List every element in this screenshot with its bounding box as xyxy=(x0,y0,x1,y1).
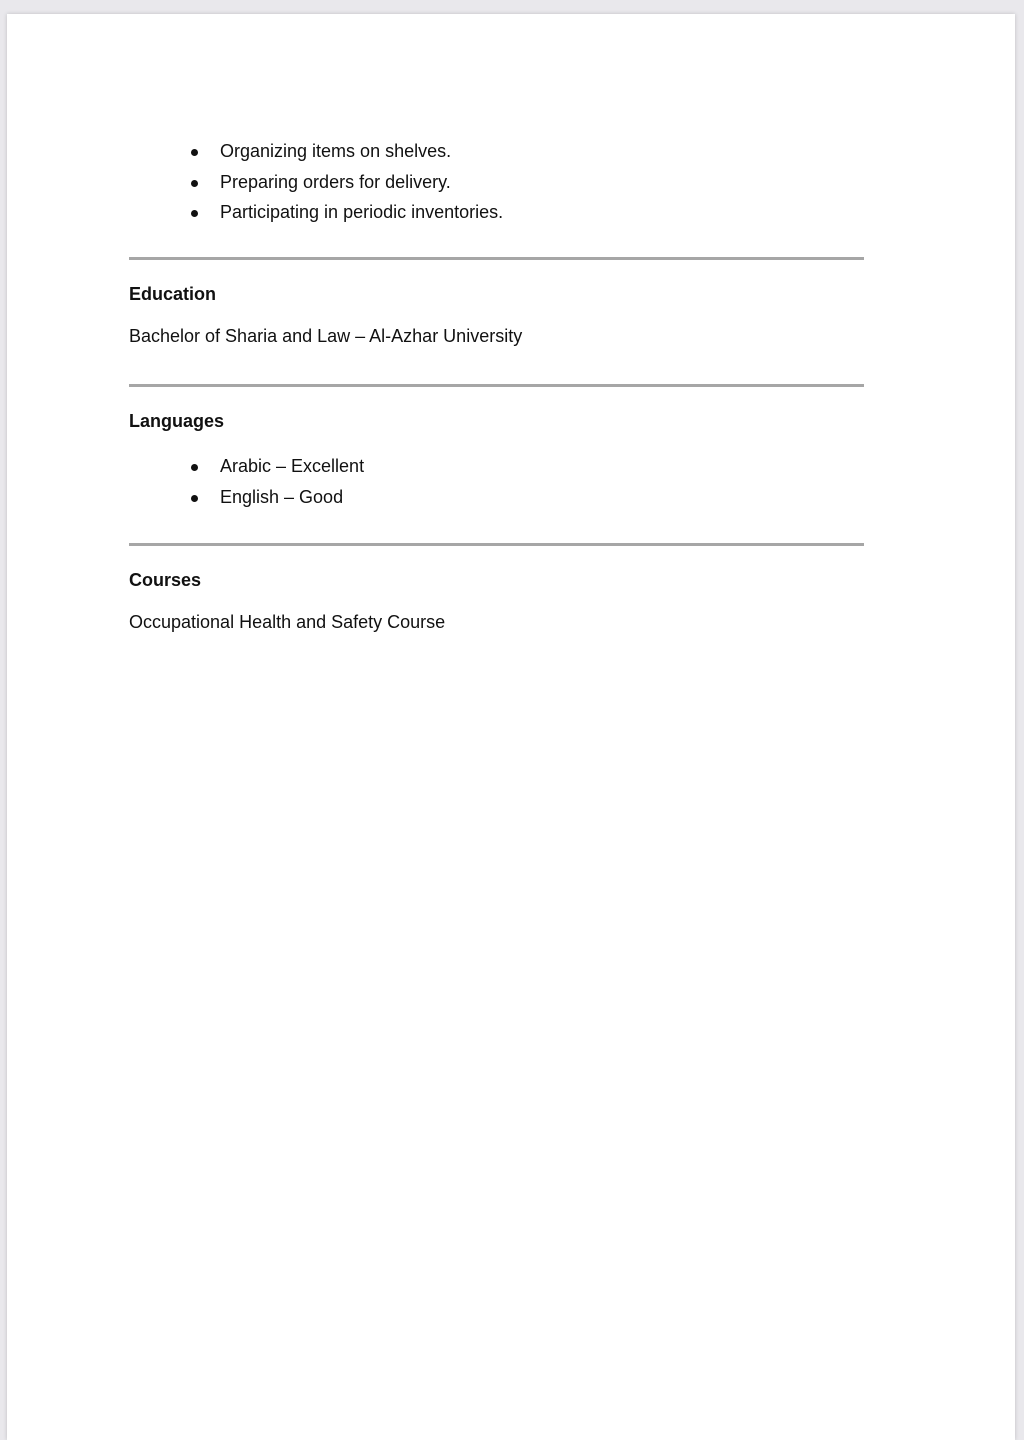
language-text: Arabic – Excellent xyxy=(220,456,365,476)
bullet-icon xyxy=(191,180,198,187)
list-item xyxy=(129,197,503,228)
bullet-icon xyxy=(191,495,198,502)
list-item xyxy=(129,451,364,482)
courses-text: Occupational Health and Safety Course xyxy=(129,612,446,632)
language-text: English – Good xyxy=(220,486,344,507)
duty-text: Organizing items on shelves. xyxy=(220,141,452,161)
bullet-icon xyxy=(191,210,198,217)
duty-text: Preparing orders for delivery. xyxy=(220,171,451,192)
courses-heading: Courses xyxy=(129,570,202,590)
bullet-icon xyxy=(191,464,198,471)
section-divider xyxy=(129,543,864,546)
education-text: Bachelor of Sharia and Law – Al-Azhar University xyxy=(129,326,523,346)
list-item xyxy=(129,482,364,513)
section-divider xyxy=(129,257,864,260)
languages-heading: Languages xyxy=(129,411,225,431)
duties-list xyxy=(129,136,503,228)
education-heading: Education xyxy=(129,284,217,304)
list-item xyxy=(129,136,503,167)
duty-text: Participating in periodic inventories. xyxy=(220,202,504,222)
document-page xyxy=(7,14,1015,1440)
languages-list xyxy=(129,451,364,512)
list-item xyxy=(129,167,503,198)
section-divider xyxy=(129,384,864,387)
bullet-icon xyxy=(191,149,198,156)
